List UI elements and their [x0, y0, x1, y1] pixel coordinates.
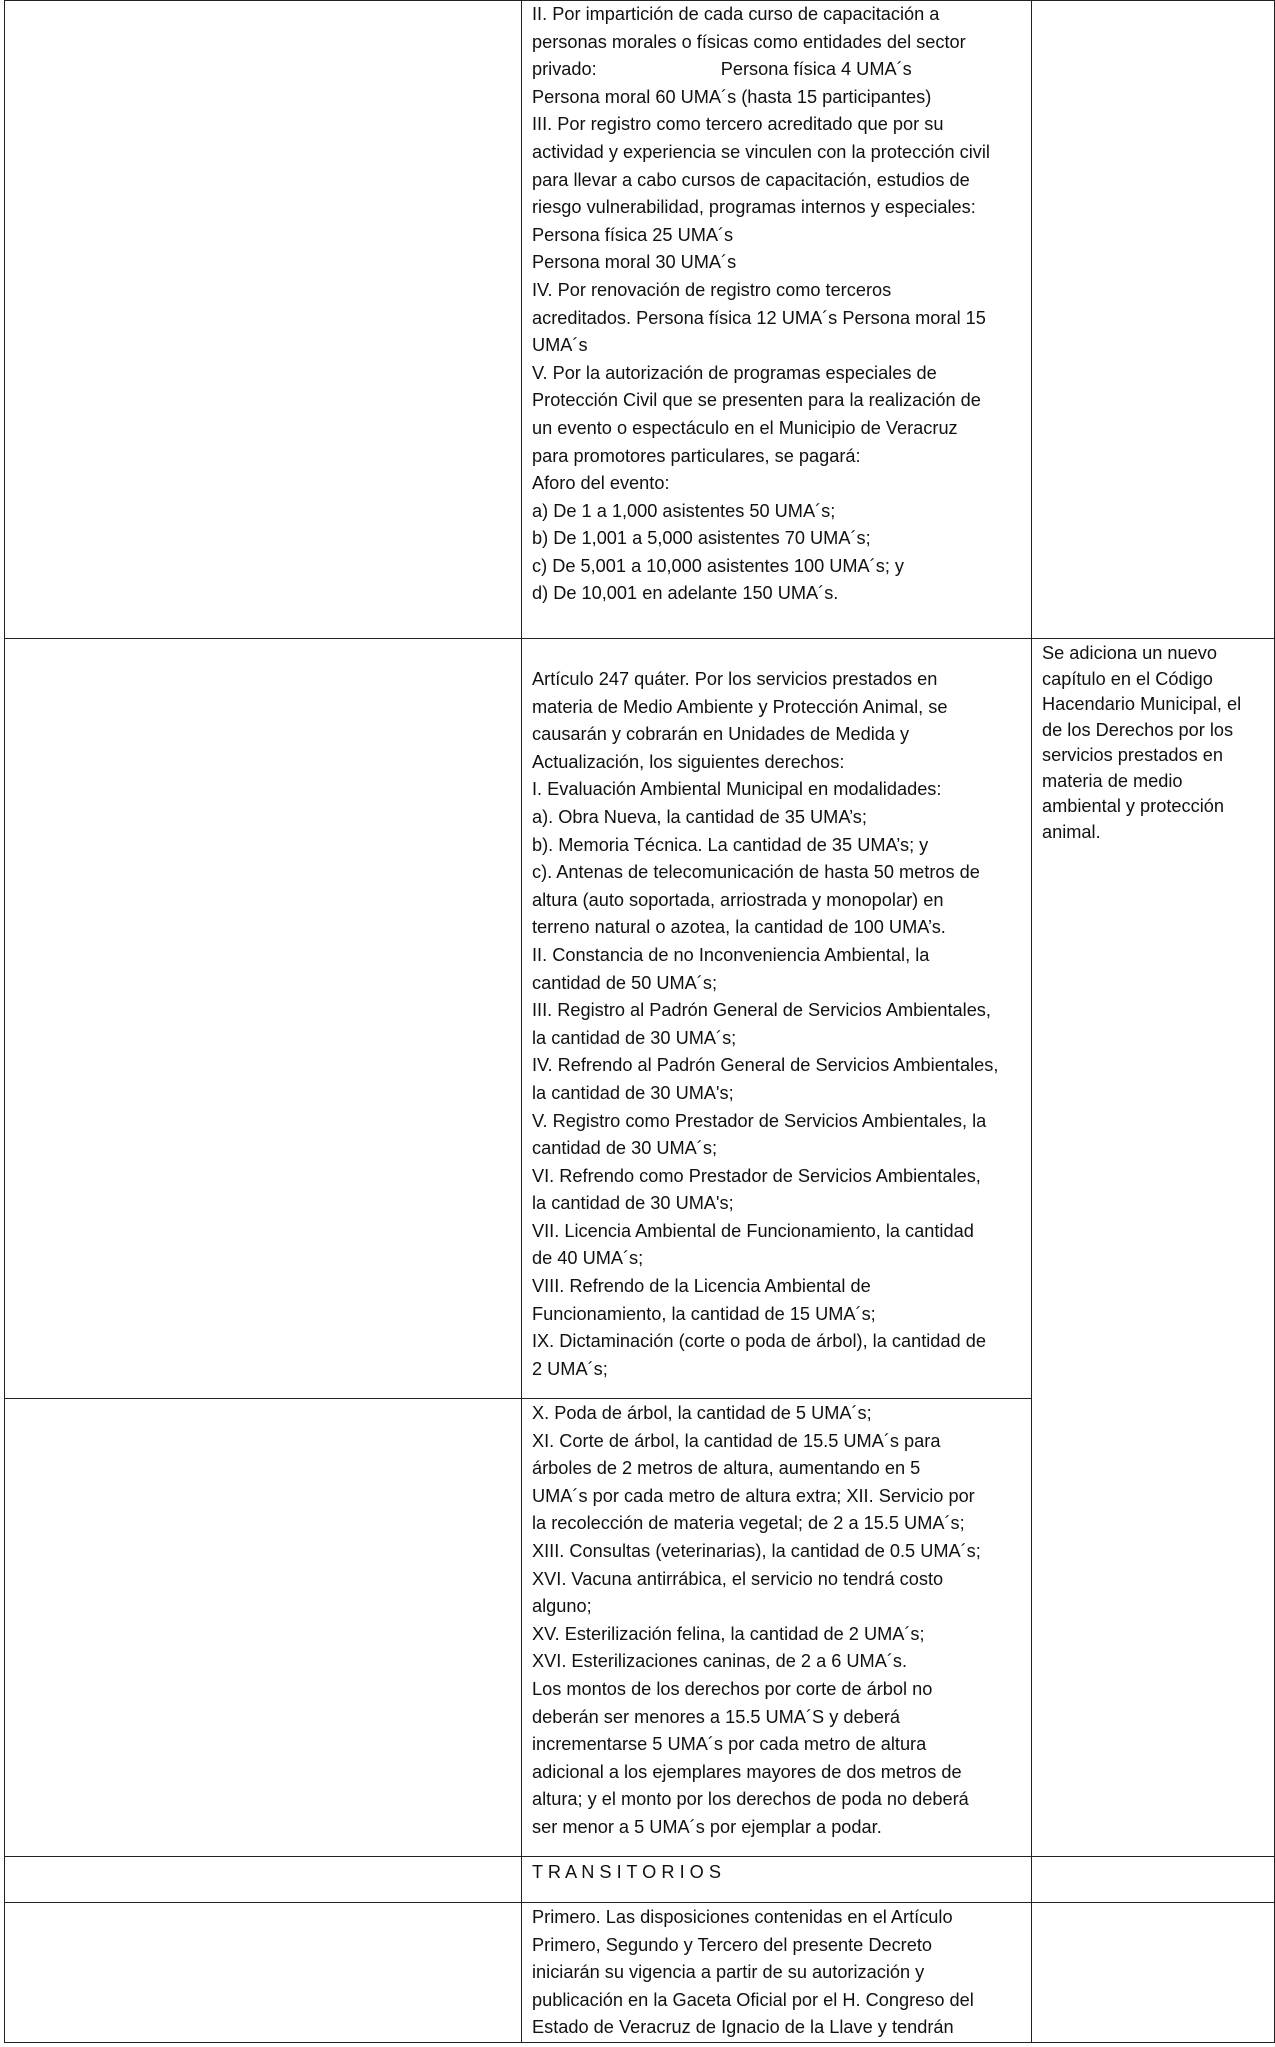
amendment-note: Se adiciona un nuevo capítulo en el Código Hacendario Municipal, el de los Derechos por los servicios prestados en materia de medio ambiental y protección animal.: [1042, 643, 1242, 842]
cell-middle-3: [522, 1399, 1032, 1857]
cell-left-2: [5, 639, 522, 1399]
document-page: [4, 0, 1275, 2047]
cell-left-1: [5, 1, 522, 639]
cell-note-2: [1032, 639, 1275, 1857]
cell-middle-5: [522, 1903, 1032, 2043]
article-247-quater-text: Artículo 247 quáter. Por los servicios prestados en materia de Medio Ambiente y Protección Animal, se causarán y cobrarán en Unidades de Medida y Actualización, los siguientes derechos: I. Evaluación Ambiental Municipal en modalidades: a). Obra Nueva, la cantidad de 35 UMA’s; b). Memoria Técnica. La cantidad de 35 UMA’s; y c). Antenas de telecomunicación de hasta 50 metros de altura (auto soportada, arriostrada y monopolar) en terreno natural o azotea, la cantidad de 100 UMA’s. II. Constancia de no Inconveniencia Ambiental, la cantidad de 50 UMA´s; III. Registro al Padrón General de Servicios Ambientales, la cantidad de 30 UMA´s; IV. Refrendo al Padrón General de Servicios Ambientales, la cantidad de 30 UMA's; V. Registro como Prestador de Servicios Ambientales, la cantidad de 30 UMA´s; VI. Refrendo como Prestador de Servicios Ambientales, la cantidad de 30 UMA's; VII. Licencia Ambiental de Funcionamiento, la cantidad de 40 UMA´s; VIII. Refrendo de la Licencia Ambiental de Funcionamiento, la cantidad de 15 UMA´s; IX. Dictaminación (corte o poda de árbol), la cantidad de 2 UMA´s;: [532, 669, 999, 1379]
comparison-table: [4, 0, 1275, 2043]
cell-note-4: [1032, 1857, 1275, 1903]
tree-and-animal-services-text: X. Poda de árbol, la cantidad de 5 UMA´s; XI. Corte de árbol, la cantidad de 15.5 UMA´s para árboles de 2 metros de altura, aumentando en 5 UMA´s por cada metro de altura extra; XII. Servicio por la recolección de materia vegetal; de 2 a 15.5 UMA´s; XIII. Consultas (veterinarias), la cantidad de 0.5 UMA´s; XVI. Vacuna antirrábica, el servicio no tendrá costo alguno; XV. Esterilización felina, la cantidad de 2 UMA´s; XVI. Esterilizaciones caninas, de 2 a 6 UMA´s. Los montos de los derechos por corte de árbol no deberán ser menores a 15.5 UMA´S y deberá incrementarse 5 UMA´s por cada metro de altura adicional a los ejemplares mayores de dos metros de altura; y el monto por los derechos de poda no deberá ser menor a 5 UMA´s por ejemplar a podar.: [532, 1403, 981, 1837]
civil-protection-fees-text: II. Por impartición de cada curso de capacitación a personas morales o físicas como entidades del sector privado: Persona física 4 UMA´s Persona moral 60 UMA´s (hasta 15 participantes) III. Por registro como tercero acreditado que por su actividad y experiencia se vinculen con la protección civil para llevar a cabo cursos de capacitación, estudios de riesgo vulnerabilidad, programas internos y especiales: Persona física 25 UMA´s Persona moral 30 UMA´s IV. Por renovación de registro como terceros acreditados. Persona física 12 UMA´s Persona moral 15 UMA´s V. Por la autorización de programas especiales de Protección Civil que se presenten para la realización de un evento o espectáculo en el Municipio de Veracruz para promotores particulares, se pagará: Aforo del evento: a) De 1 a 1,000 asistentes 50 UMA´s; b) De 1,001 a 5,000 asistentes 70 UMA´s; c) De 5,001 a 10,000 asistentes 100 UMA´s; y d) De 10,001 en adelante 150 UMA´s.: [532, 4, 990, 604]
cell-middle-1: [522, 1, 1032, 639]
table-row-2: [5, 639, 1275, 1399]
cell-left-4: [5, 1857, 522, 1903]
table-row-1: [5, 1, 1275, 639]
table-row-transitorios: [5, 1857, 1275, 1903]
transitorio-primero-text: Primero. Las disposiciones contenidas en el Artículo Primero, Segundo y Tercero del presente Decreto iniciarán su vigencia a partir de su autorización y publicación en la Gaceta Oficial por el H. Congreso del Estado de Veracruz de Ignacio de la Llave y tendrán: [532, 1907, 974, 2038]
table-row-5: [5, 1903, 1275, 2043]
cell-middle-4: [522, 1857, 1032, 1903]
cell-note-5: [1032, 1903, 1275, 2043]
cell-left-5: [5, 1903, 522, 2043]
transitorios-heading: T R A N S I T O R I O S: [532, 1862, 722, 1882]
cell-left-3: [5, 1399, 522, 1857]
cell-middle-2: [522, 639, 1032, 1399]
cell-note-1: [1032, 1, 1275, 639]
